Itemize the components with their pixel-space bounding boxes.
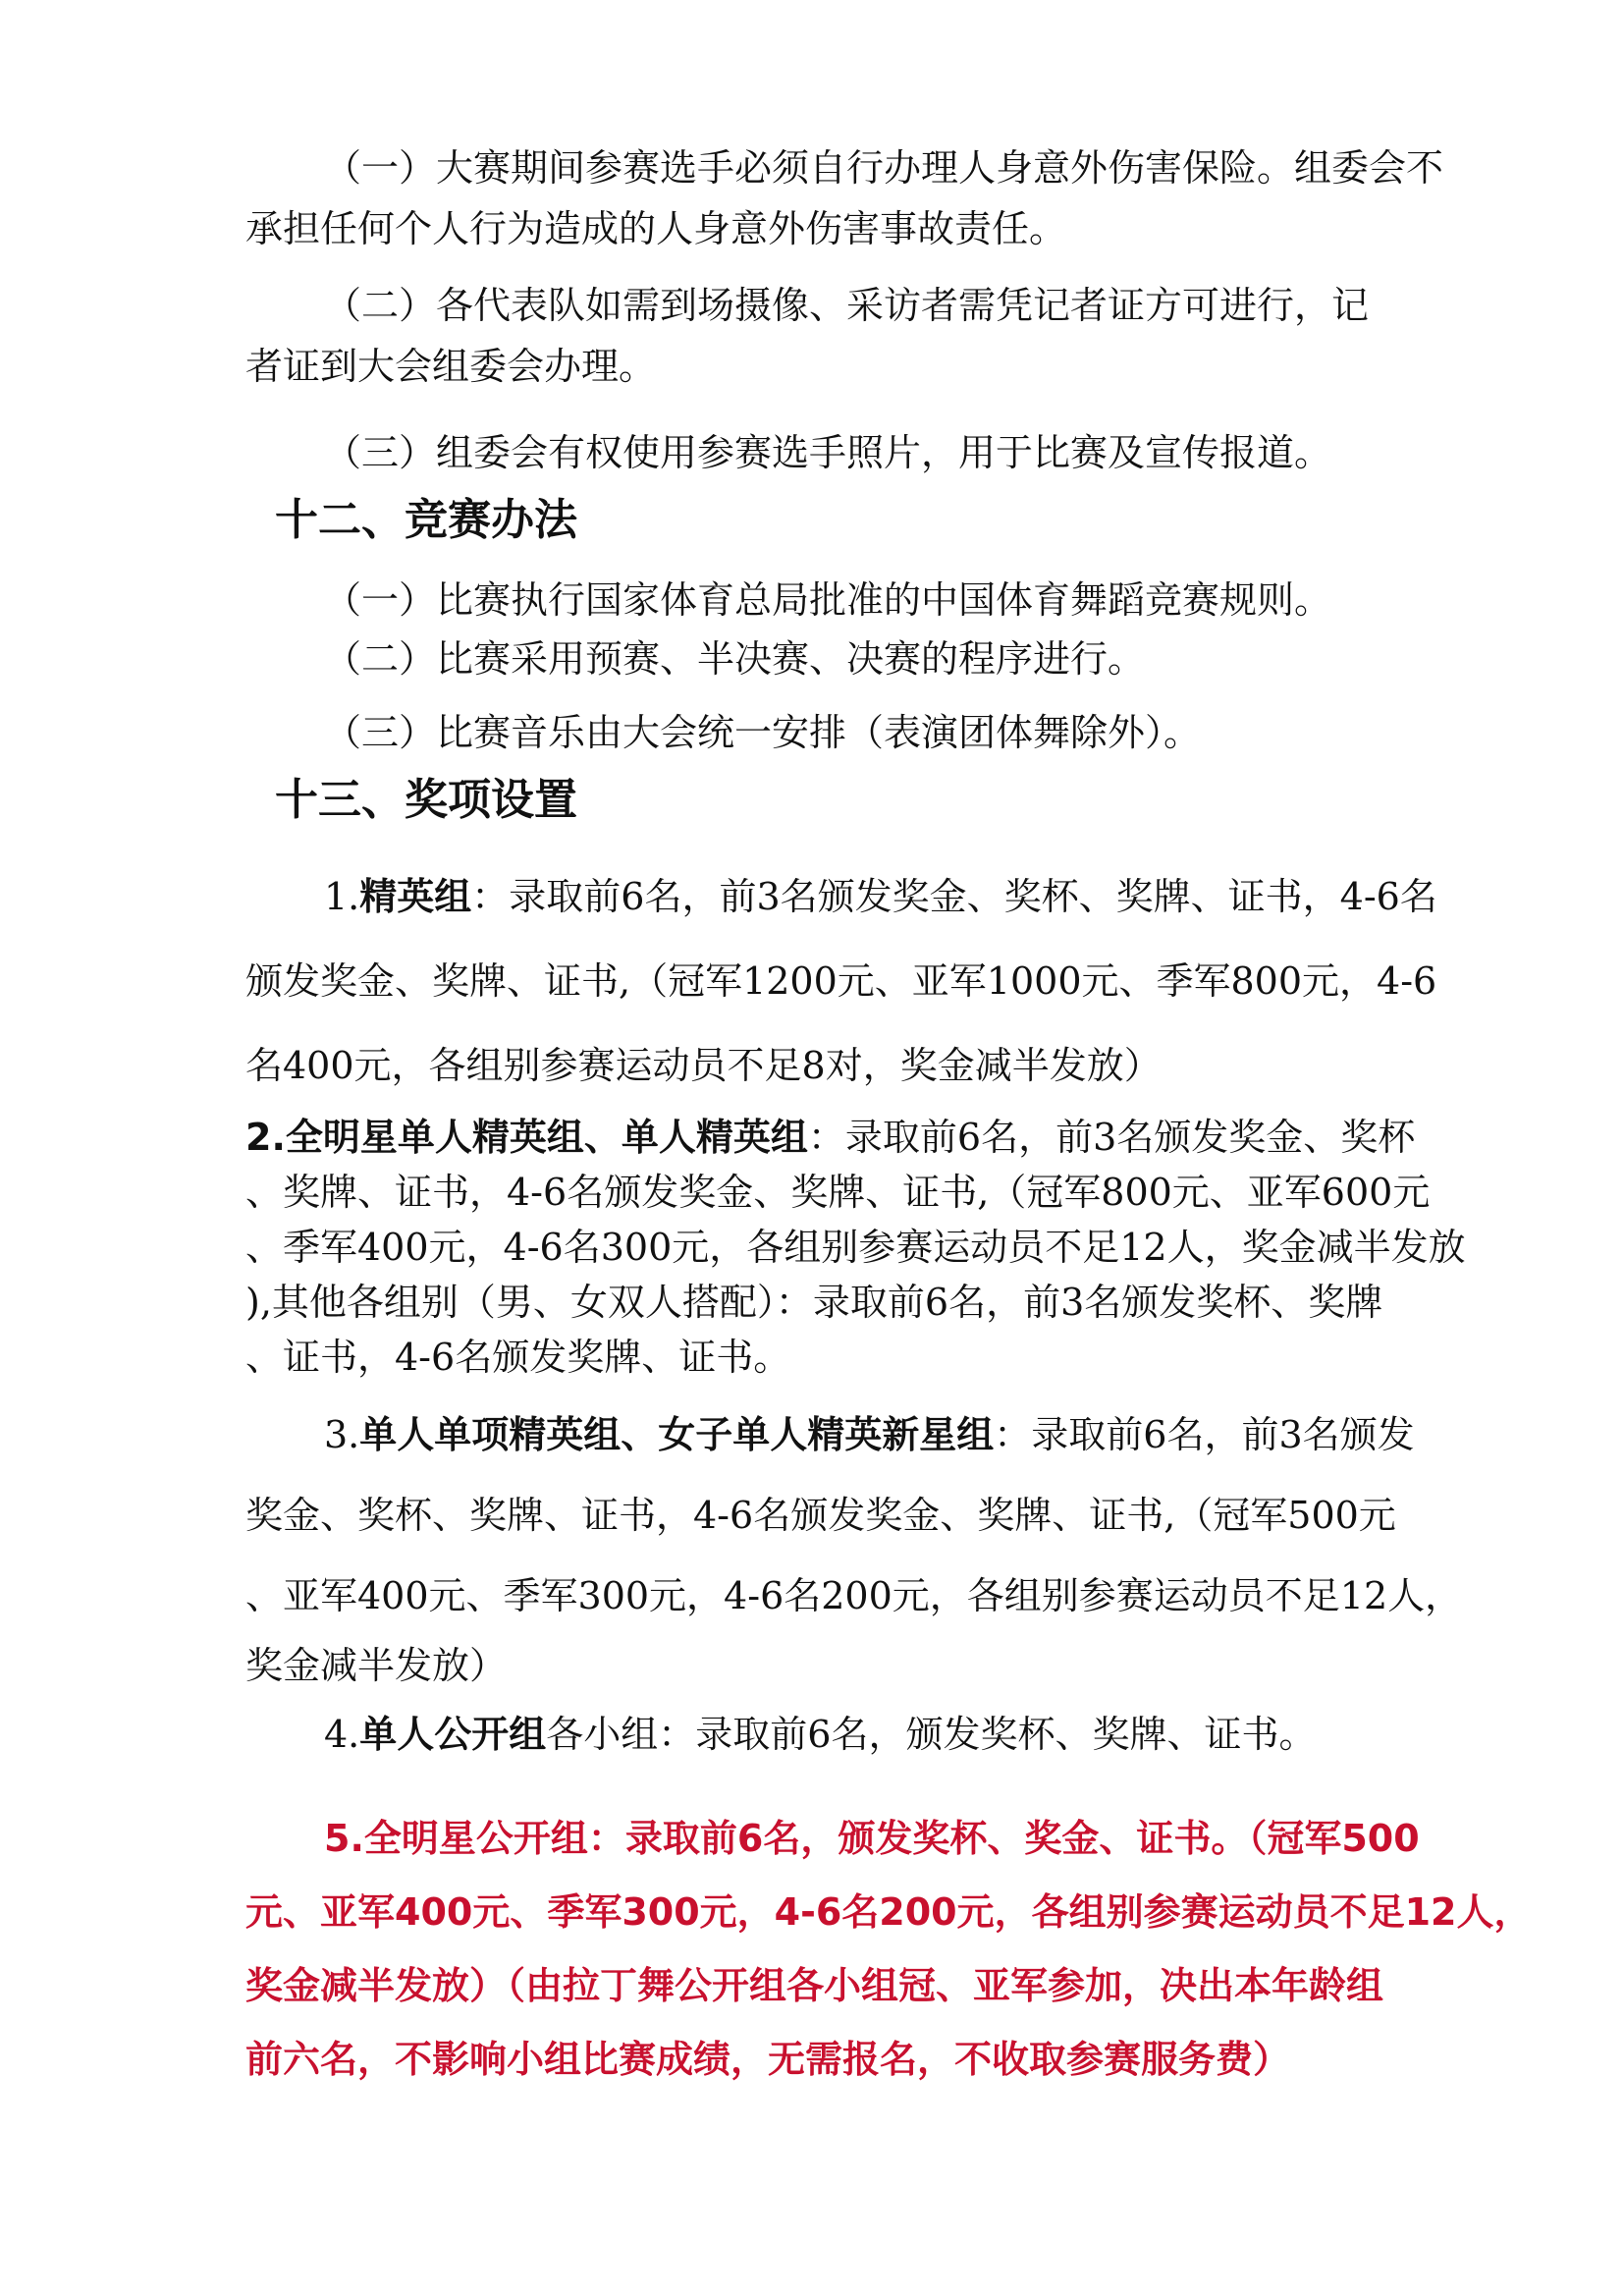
text-line: 元、亚军400元、季军300元，4-6名200元，各组别参赛运动员不足12人， bbox=[245, 1890, 1532, 1934]
award-title: 2.全明星单人精英组、单人精英组 bbox=[245, 1116, 808, 1159]
rules-item-3: （三）比赛音乐由大会统一安排（表演团体舞除外）。 bbox=[324, 711, 1202, 754]
award-number: 5. bbox=[324, 1817, 364, 1860]
text-line: 、奖牌、证书，4-6名颁发奖金、奖牌、证书,（冠军800元、亚军600元 bbox=[245, 1171, 1431, 1214]
rules-item-2: （二）比赛采用预赛、半决赛、决赛的程序进行。 bbox=[324, 637, 1146, 681]
text-line: 奖金减半发放） bbox=[245, 1644, 508, 1687]
text-line: 奖金减半发放）（由拉丁舞公开组各小组冠、亚军参加，决出本年龄组 bbox=[245, 1964, 1384, 2007]
text-line: 者证到大会组委会办理。 bbox=[245, 345, 657, 388]
text-line: （二）各代表队如需到场摄像、采访者需凭记者证方可进行，记 bbox=[324, 284, 1370, 327]
section-heading-awards: 十三、奖项设置 bbox=[275, 775, 577, 825]
text-line: 颁发奖金、奖牌、证书,（冠军1200元、亚军1000元、季军800元，4-6 bbox=[245, 959, 1437, 1003]
text-line: 、亚军400元、季军300元，4-6名200元，各组别参赛运动员不足12人， bbox=[245, 1574, 1463, 1617]
award-solo-single-elite bbox=[245, 1394, 1463, 1695]
photo-clause: （三）组委会有权使用参赛选手照片，用于比赛及宣传报道。 bbox=[324, 431, 1332, 474]
text-line: ),其他各组别（男、女双人搭配）：录取前6名，前3名颁发奖杯、奖牌 bbox=[245, 1281, 1383, 1324]
text-line: 、证书，4-6名颁发奖牌、证书。 bbox=[245, 1336, 791, 1379]
rules-item-1: （一）比赛执行国家体育总局批准的中国体育舞蹈竞赛规则。 bbox=[324, 578, 1332, 622]
text-line: ：录取前6名，颁发奖杯、奖金、证书。（冠军500 bbox=[587, 1817, 1420, 1860]
text-line: （一）大赛期间参赛选手必须自行办理人身意外伤害保险。组委会不 bbox=[324, 146, 1444, 190]
text-line: 名400元，各组别参赛运动员不足8对，奖金减半发放） bbox=[245, 1044, 1162, 1087]
text-line: ：录取前6名，前3名颁发 bbox=[994, 1413, 1415, 1456]
text-line: 奖金、奖杯、奖牌、证书，4-6名颁发奖金、奖牌、证书,（冠军500元 bbox=[245, 1494, 1396, 1537]
text-line: 各小组：录取前6名，颁发奖杯、奖牌、证书。 bbox=[546, 1713, 1317, 1756]
award-solo-open bbox=[245, 1704, 1542, 1765]
award-title: 精英组 bbox=[359, 875, 472, 918]
award-number: 1. bbox=[324, 875, 360, 918]
text-line: 前六名，不影响小组比赛成绩，无需报名，不收取参赛服务费） bbox=[245, 2038, 1291, 2081]
award-number: 4. bbox=[324, 1713, 360, 1756]
text-line: 、季军400元，4-6名300元，各组别参赛运动员不足12人，奖金减半发放 bbox=[245, 1226, 1466, 1269]
award-allstar-solo-elite bbox=[245, 1110, 1466, 1385]
award-number: 3. bbox=[324, 1413, 360, 1456]
text-line: ：录取前6名，前3名颁发奖金、奖杯、奖牌、证书，4-6名 bbox=[471, 875, 1437, 918]
press-clause bbox=[245, 275, 1463, 397]
award-elite-group bbox=[245, 854, 1463, 1108]
award-title: 单人公开组 bbox=[359, 1713, 547, 1756]
text-line: ：录取前6名，前3名颁发奖金、奖杯 bbox=[807, 1116, 1416, 1159]
award-allstar-open bbox=[245, 1802, 1532, 2097]
award-title: 单人单项精英组、女子单人精英新星组 bbox=[359, 1413, 995, 1456]
award-title: 全明星公开组 bbox=[363, 1817, 588, 1860]
section-heading-competition-rules: 十二、竞赛办法 bbox=[275, 495, 577, 545]
insurance-clause bbox=[245, 137, 1463, 259]
text-line: 承担任何个人行为造成的人身意外伤害事故责任。 bbox=[245, 207, 1067, 250]
